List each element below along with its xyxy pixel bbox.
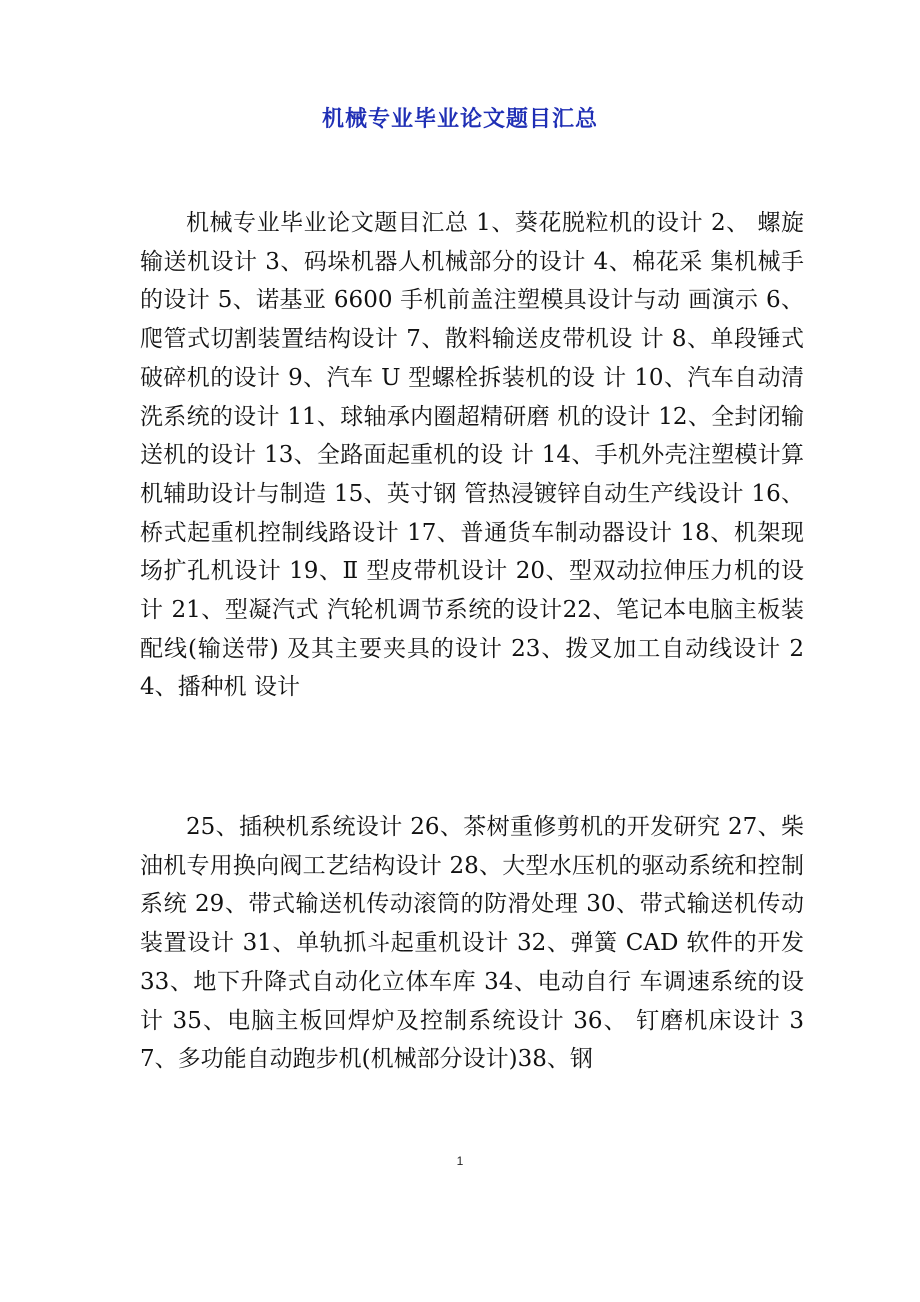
body-paragraph-2: 25、插秧机系统设计 26、茶树重修剪机的开发研究 27、柴油机专用换向阀工艺结构设计 28、大型水压机的驱动系统和控制系统 29、带式输送机传动滚筒的防滑处理 30、带式输送机传动装置设计 31、单轨抓斗起重机设计 32、弹簧 CAD 软件的开发 33、地下升降式自动化立体车库 34、电动自行 车调速系统的设计 35、电脑主板回焊炉及控制系统设计 36、 钉磨机床设计 37、多功能自动跑步机(机械部分设计)38、钢 — [140, 814, 804, 1073]
document-title: 机械专业毕业论文题目汇总 — [321, 106, 598, 132]
body-paragraph-1: 机械专业毕业论文题目汇总 1、葵花脱粒机的设计 2、 螺旋输送机设计 3、码垛机器人机械部分的设计 4、棉花采 集机械手的设计 5、诺基亚 6600 手机前盖注塑模具设计与动 画演示 6、爬管式切割装置结构设计 7、散料输送皮带机设 计 8、单段锤式破碎机的设计 9、汽车 U 型螺栓拆装机的设 计 10、汽车自动清洗系统的设计 11、球轴承内圈超精研磨 机的设计 12、全封闭输送机的设计 13、全路面起重机的设 计 14、手机外壳注塑模计算机辅助设计与制造 15、英寸钢 管热浸镀锌自动生产线设计 16、桥式起重机控制线路设计 17、普通货车制动器设计 18、机架现场扩孔机设计 19、Ⅱ 型皮带机设计 20、型双动拉伸压力机的设计 21、型凝汽式 汽轮机调节系统的设计22、笔记本电脑主板装配线(输送带) 及其主要夹具的设计 23、拨叉加工自动线设计 24、播种机 设计 — [140, 210, 804, 701]
page-number: 1 — [456, 1154, 464, 1168]
